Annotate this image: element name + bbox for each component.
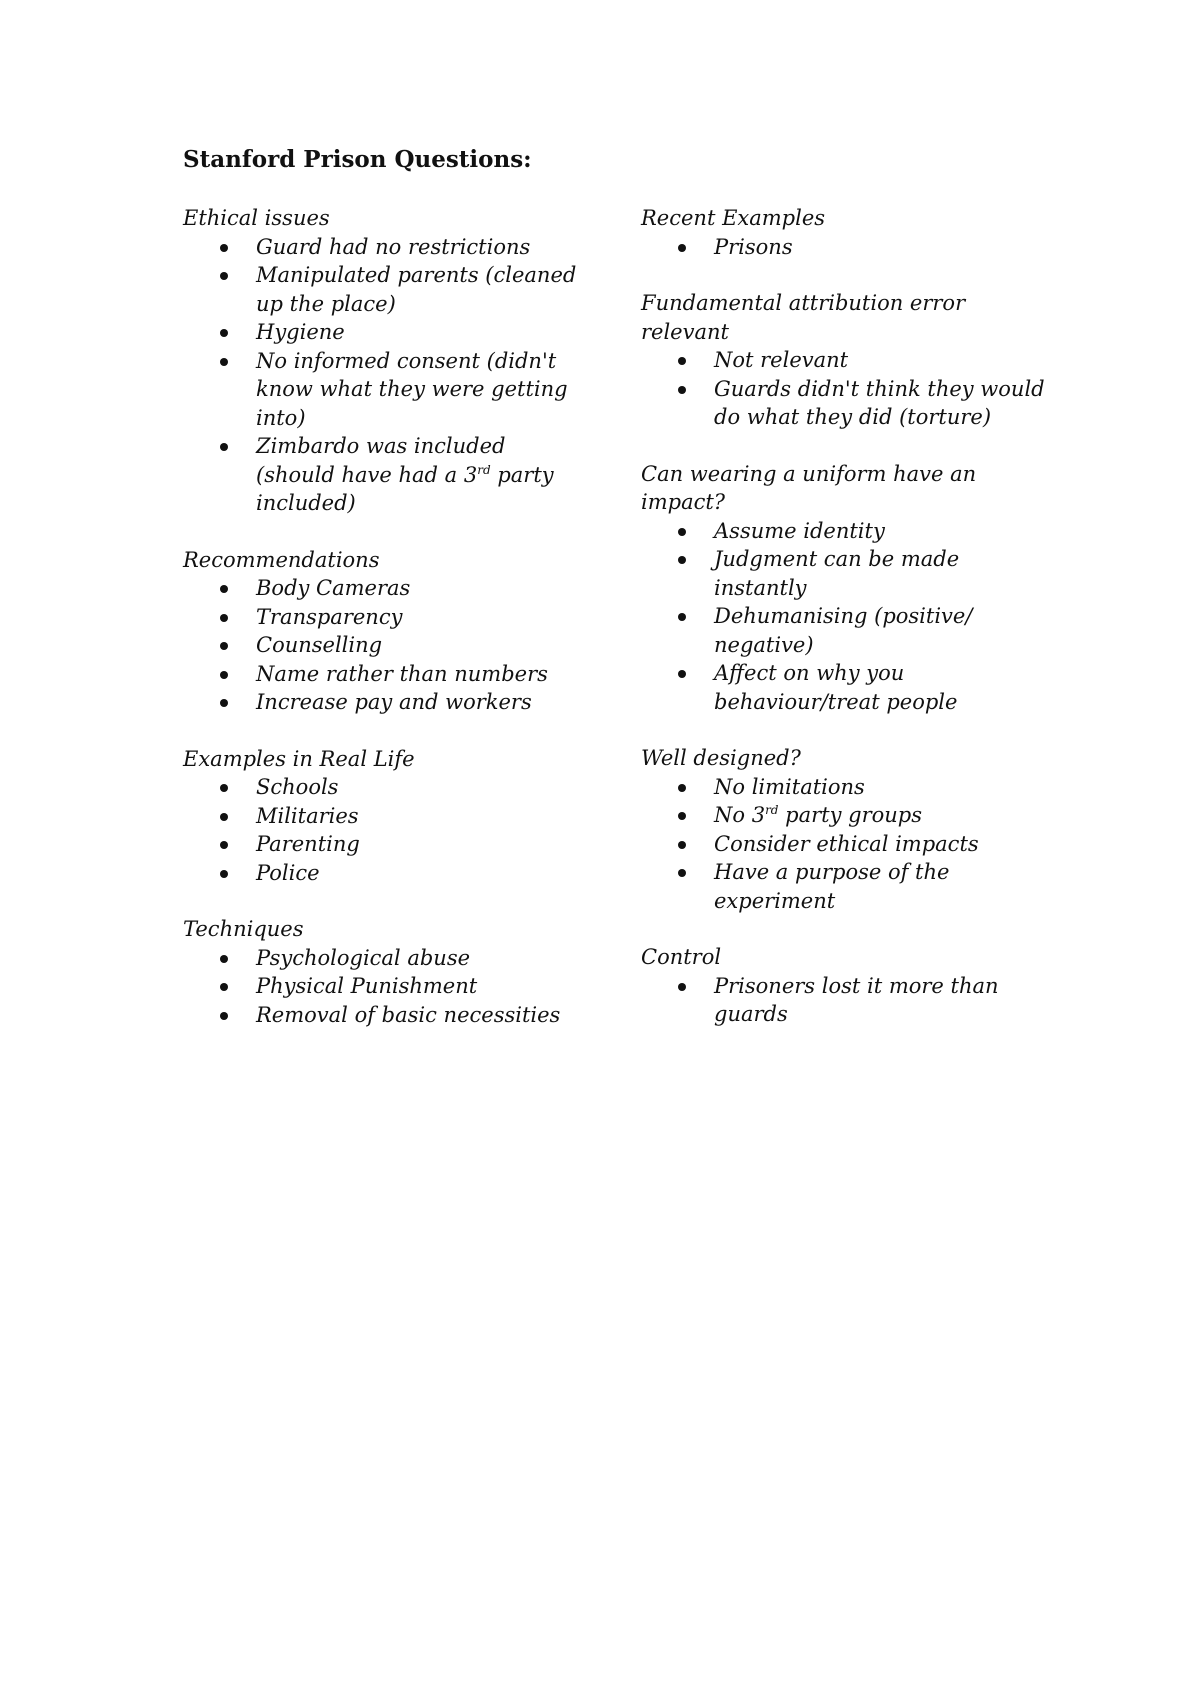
bullet-icon xyxy=(678,386,686,394)
list-item xyxy=(183,944,583,973)
list-item xyxy=(183,660,583,689)
section-recent-examples xyxy=(641,204,1051,261)
section-heading: Recent Examples xyxy=(641,206,826,230)
list-item xyxy=(183,1001,583,1030)
list-item xyxy=(641,545,1051,602)
bullet-list xyxy=(641,517,1051,717)
list-item-text: Counselling xyxy=(256,633,383,657)
bullet-icon xyxy=(220,784,228,792)
list-item xyxy=(641,830,1051,859)
list-item xyxy=(183,773,583,802)
bullet-list xyxy=(183,233,583,518)
bullet-list xyxy=(641,972,1051,1029)
section-heading: Well designed? xyxy=(641,746,801,770)
list-item xyxy=(641,773,1051,802)
list-item-text: Schools xyxy=(256,775,339,799)
list-item-text: No 3rd party groups xyxy=(714,803,923,827)
section-heading: Can wearing a uniform have an impact? xyxy=(641,461,977,514)
list-item-text: Consider ethical impacts xyxy=(714,831,979,856)
list-item xyxy=(183,802,583,831)
list-item xyxy=(641,602,1051,659)
bullet-icon xyxy=(220,329,228,337)
list-item-text: Psychological abuse xyxy=(256,945,471,970)
section-examples-in-real-life xyxy=(183,745,583,888)
list-item-text: No informed consent (didn't know what they were getting into) xyxy=(256,348,568,430)
bullet-icon xyxy=(220,614,228,622)
right-column xyxy=(641,204,1051,1057)
bullet-icon xyxy=(678,244,686,252)
bullet-list xyxy=(183,773,583,887)
bullet-list xyxy=(641,773,1051,916)
section-heading: Recommendations xyxy=(183,547,380,572)
bullet-icon xyxy=(678,613,686,621)
list-item-text: Name rather than numbers xyxy=(256,661,548,686)
bullet-icon xyxy=(220,272,228,280)
list-item-text: Judgment can be made instantly xyxy=(714,547,960,600)
section-control xyxy=(641,943,1051,1029)
list-item-text: Militaries xyxy=(256,803,359,828)
list-item xyxy=(183,261,583,318)
bullet-icon xyxy=(678,357,686,365)
list-item xyxy=(641,375,1051,432)
bullet-icon xyxy=(220,870,228,878)
list-item xyxy=(641,346,1051,375)
bullet-list xyxy=(641,346,1051,432)
bullet-icon xyxy=(678,528,686,536)
bullet-icon xyxy=(220,443,228,451)
bullet-icon xyxy=(220,671,228,679)
list-item-text: Physical Punishment xyxy=(256,974,478,998)
list-item xyxy=(641,858,1051,915)
bullet-icon xyxy=(678,812,686,820)
section-fundamental-attribution-error-relevant xyxy=(641,289,1051,432)
section-recommendations xyxy=(183,546,583,717)
list-item-text: Manipulated parents (cleaned up the place) xyxy=(256,263,577,316)
list-item xyxy=(183,233,583,262)
section-ethical-issues xyxy=(183,204,583,518)
section-heading: Control xyxy=(641,945,722,969)
bullet-icon xyxy=(220,358,228,366)
bullet-icon xyxy=(678,670,686,678)
section-techniques xyxy=(183,915,583,1029)
bullet-list xyxy=(641,233,1051,262)
list-item xyxy=(641,233,1051,262)
list-item-text: Affect on why you behaviour/treat people xyxy=(714,661,958,714)
list-item-text: Police xyxy=(256,860,320,885)
bullet-icon xyxy=(678,556,686,564)
bullet-icon xyxy=(220,585,228,593)
list-item-text: Guards didn't think they would do what they did (torture) xyxy=(714,376,1045,429)
list-item-text: Parenting xyxy=(256,832,360,856)
section-heading: Examples in Real Life xyxy=(183,746,415,771)
list-item xyxy=(183,631,583,660)
bullet-icon xyxy=(678,841,686,849)
list-item-text: Zimbardo was included (should have had a 3rd party included) xyxy=(256,434,554,515)
left-column xyxy=(183,204,583,1057)
list-item-text: Hygiene xyxy=(256,320,345,344)
section-heading: Ethical issues xyxy=(183,206,330,230)
page-title: Stanford Prison Questions: xyxy=(183,146,532,173)
section-well-designed xyxy=(641,744,1051,915)
bullet-icon xyxy=(220,699,228,707)
bullet-icon xyxy=(220,642,228,650)
bullet-icon xyxy=(678,983,686,991)
section-heading: Techniques xyxy=(183,917,304,941)
bullet-icon xyxy=(678,784,686,792)
bullet-icon xyxy=(220,1012,228,1020)
list-item-text: Transparency xyxy=(256,604,403,629)
list-item xyxy=(641,801,1051,830)
list-item xyxy=(183,972,583,1001)
bullet-icon xyxy=(220,813,228,821)
list-item xyxy=(183,830,583,859)
list-item-text: No limitations xyxy=(714,774,865,799)
list-item xyxy=(641,972,1051,1029)
list-item-text: Assume identity xyxy=(714,518,885,543)
list-item-text: Prisoners lost it more than guards xyxy=(714,973,999,1026)
bullet-icon xyxy=(220,955,228,963)
list-item xyxy=(183,432,583,518)
section-can-wearing-a-uniform-have-an-impact xyxy=(641,460,1051,717)
list-item-text: Guard had no restrictions xyxy=(256,234,531,259)
list-item-text: Dehumanising (positive/ negative) xyxy=(714,604,973,657)
bullet-icon xyxy=(220,983,228,991)
list-item xyxy=(641,517,1051,546)
list-item-text: Prisons xyxy=(714,234,793,259)
list-item-text: Have a purpose of the experiment xyxy=(714,860,950,913)
list-item-text: Removal of basic necessities xyxy=(256,1002,561,1027)
bullet-list xyxy=(183,944,583,1030)
section-heading: Fundamental attribution error relevant xyxy=(641,291,966,344)
bullet-icon xyxy=(220,841,228,849)
list-item xyxy=(641,659,1051,716)
list-item xyxy=(183,318,583,347)
list-item-text: Increase pay and workers xyxy=(256,690,532,714)
bullet-icon xyxy=(220,244,228,252)
list-item xyxy=(183,688,583,717)
list-item-text: Body Cameras xyxy=(256,576,411,600)
list-item-text: Not relevant xyxy=(714,348,849,372)
list-item xyxy=(183,603,583,632)
list-item xyxy=(183,574,583,603)
list-item xyxy=(183,347,583,433)
bullet-list xyxy=(183,574,583,717)
list-item xyxy=(183,859,583,888)
bullet-icon xyxy=(678,869,686,877)
